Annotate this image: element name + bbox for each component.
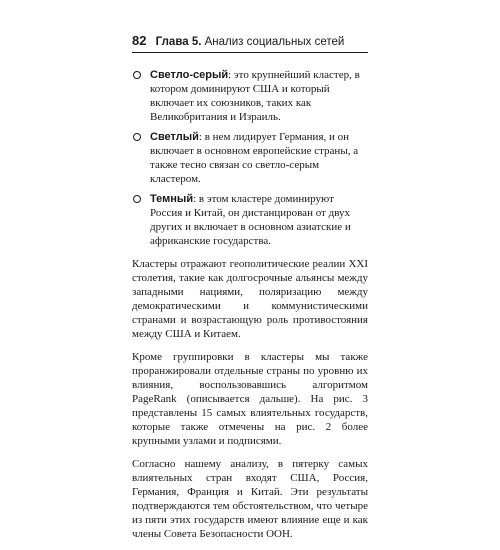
list-item-term: Светло-серый bbox=[150, 69, 229, 81]
cluster-list bbox=[132, 68, 368, 248]
list-item-term: Темный bbox=[150, 193, 194, 205]
list-item-light-gray bbox=[132, 68, 368, 124]
paragraph-geopolitics: Кластеры отражают геополитические реалии XXI столетия, такие как долгосрочные альянсы между западными нациями, поляризацию между демократическими и коммунистическими странами и возрастающую роль противостояния между США и Китаем. bbox=[132, 258, 368, 340]
page-number: 82 bbox=[132, 33, 147, 48]
list-item-light bbox=[132, 130, 368, 186]
chapter-label: Глава 5. bbox=[155, 36, 202, 48]
circle-bullet-icon bbox=[133, 71, 141, 79]
list-item-dark bbox=[132, 192, 368, 248]
paragraph-pagerank: Кроме группировки в кластеры мы также проранжировали отдельные страны по уровню их влияния, воспользовавшись алгоритмом PageRank (описывается дальше). На рис. 3 представлены 15 самых влиятельных государств, которые также отмечены на рис. 2 более крупными узлами и подписями. bbox=[132, 351, 368, 447]
running-head bbox=[132, 33, 368, 49]
paragraph-top-five: Согласно нашему анализу, в пятерку самых влиятельных стран входят США, Россия, Германия, Франция и Китай. Эти результаты подтверждаются тем обстоятельством, что четыре из пяти этих государств имеют влияние еще и как члены Совета Безопасности ООН. bbox=[132, 458, 368, 540]
list-item-text: : это крупнейший кластер, в котором доминируют США и который включает их союзников, таких как Великобритания и Израиль. bbox=[150, 69, 360, 123]
circle-bullet-icon bbox=[133, 195, 141, 203]
list-item-text: : в нем лидирует Германия, и он включает в основном европейские страны, а также тесно связан со светло-серым кластером. bbox=[150, 131, 359, 185]
header-divider bbox=[132, 52, 368, 53]
list-item-term: Светлый bbox=[150, 131, 199, 143]
chapter-title: Анализ социальных сетей bbox=[204, 36, 345, 48]
list-item-text: : в этом кластере доминируют Россия и Китай, он дистанцирован от двух других и включает в основном азиатские и африканские государства. bbox=[150, 193, 351, 247]
page-body bbox=[132, 68, 368, 550]
circle-bullet-icon bbox=[133, 133, 141, 141]
